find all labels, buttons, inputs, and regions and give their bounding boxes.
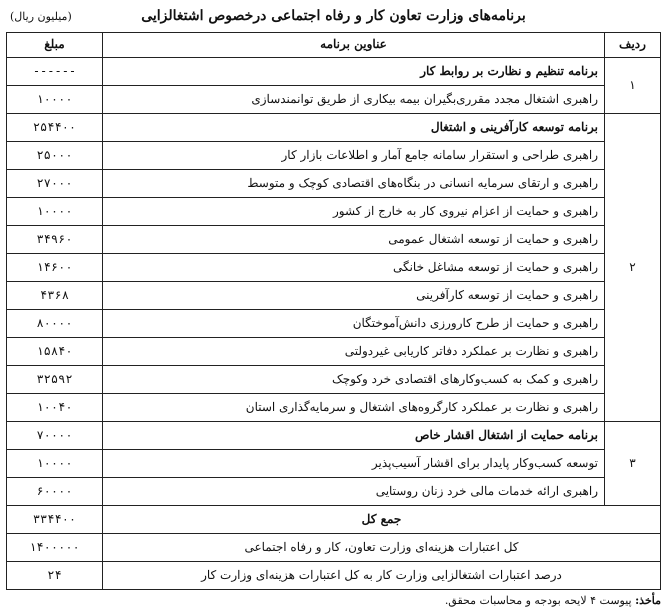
total-label: جمع کل	[103, 506, 661, 534]
summary-row	[7, 562, 661, 590]
program-group-title: برنامه تنظیم و نظارت بر روابط کار	[103, 58, 605, 86]
program-title: راهبری و حمایت از توسعه کارآفرینی	[103, 282, 605, 310]
table-row	[7, 58, 661, 86]
table-row	[7, 310, 661, 338]
program-group-amount: ------	[7, 58, 103, 86]
program-amount: ۱۴۶۰۰	[7, 254, 103, 282]
total-row	[7, 506, 661, 534]
program-title: راهبری اشتغال مجدد مقرری‌بگیران بیمه بیکاری از طریق توانمندسازی	[103, 86, 605, 114]
table-row	[7, 142, 661, 170]
table-header-row	[7, 33, 661, 58]
program-group-amount: ۷۰۰۰۰	[7, 422, 103, 450]
source-note	[6, 594, 661, 607]
header-amount: مبلغ	[7, 33, 103, 58]
program-title: راهبری و حمایت از طرح کارورزی دانش‌آموختگان	[103, 310, 605, 338]
source-text: پیوست ۴ لایحه بودجه و محاسبات محقق.	[444, 594, 632, 607]
table-row	[7, 198, 661, 226]
table-row	[7, 254, 661, 282]
row-number: ۲	[605, 114, 661, 422]
program-title: راهبری ارائه خدمات مالی خرد زنان روستایی	[103, 478, 605, 506]
header-program-title: عناوین برنامه	[103, 33, 605, 58]
program-amount: ۲۷۰۰۰	[7, 170, 103, 198]
page-title: برنامه‌های وزارت تعاون کار و رفاه اجتماعی درخصوص اشتغالزایی	[141, 8, 526, 24]
summary-title: کل اعتبارات هزینه‌ای وزارت تعاون، کار و رفاه اجتماعی	[103, 534, 661, 562]
table-row	[7, 226, 661, 254]
program-amount: ۱۰۰۴۰	[7, 394, 103, 422]
table-row	[7, 366, 661, 394]
total-amount: ۳۳۴۴۰۰	[7, 506, 103, 534]
program-title: راهبری و نظارت بر عملکرد دفاتر کاریابی غیردولتی	[103, 338, 605, 366]
program-amount: ۱۰۰۰۰	[7, 450, 103, 478]
summary-title: درصد اعتبارات اشتغالزایی وزارت کار به کل اعتبارات هزینه‌ای وزارت کار	[103, 562, 661, 590]
program-group-amount: ۲۵۴۴۰۰	[7, 114, 103, 142]
program-title: راهبری و ارتقای سرمایه انسانی در بنگاه‌های اقتصادی کوچک و متوسط	[103, 170, 605, 198]
program-amount: ۸۰۰۰۰	[7, 310, 103, 338]
program-title: راهبری و حمایت از توسعه مشاغل خانگی	[103, 254, 605, 282]
summary-amount: ۱۴۰۰۰۰۰	[7, 534, 103, 562]
program-group-title: برنامه توسعه کارآفرینی و اشتغال	[103, 114, 605, 142]
summary-amount: ۲۴	[7, 562, 103, 590]
table-row	[7, 86, 661, 114]
program-title: راهبری و نظارت بر عملکرد کارگروه‌های اشتغال و سرمایه‌گذاری استان	[103, 394, 605, 422]
program-group-title: برنامه حمایت از اشتغال اقشار خاص	[103, 422, 605, 450]
program-title: راهبری و حمایت از اعزام نیروی کار به خارج از کشور	[103, 198, 605, 226]
program-title: راهبری طراحی و استقرار سامانه جامع آمار و اطلاعات بازار کار	[103, 142, 605, 170]
program-amount: ۳۴۹۶۰	[7, 226, 103, 254]
row-number: ۳	[605, 422, 661, 506]
program-title: راهبری و حمایت از توسعه اشتغال عمومی	[103, 226, 605, 254]
source-label: مأخذ:	[635, 594, 661, 607]
program-amount: ۴۳۶۸	[7, 282, 103, 310]
program-amount: ۱۰۰۰۰	[7, 198, 103, 226]
table-row	[7, 478, 661, 506]
program-amount: ۱۵۸۴۰	[7, 338, 103, 366]
table-row	[7, 338, 661, 366]
program-amount: ۱۰۰۰۰	[7, 86, 103, 114]
program-amount: ۳۲۵۹۲	[7, 366, 103, 394]
table-row	[7, 170, 661, 198]
program-amount: ۲۵۰۰۰	[7, 142, 103, 170]
program-title: توسعه کسب‌وکار پایدار برای اقشار آسیب‌پذیر	[103, 450, 605, 478]
summary-row	[7, 534, 661, 562]
program-title: راهبری و کمک به کسب‌وکارهای اقتصادی خرد وکوچک	[103, 366, 605, 394]
table-row	[7, 422, 661, 450]
header	[6, 6, 661, 32]
programs-table	[6, 32, 661, 590]
header-row-number: ردیف	[605, 33, 661, 58]
table-row	[7, 114, 661, 142]
unit-label: (میلیون ریال)	[10, 10, 72, 23]
program-amount: ۶۰۰۰۰	[7, 478, 103, 506]
row-number: ۱	[605, 58, 661, 114]
table-row	[7, 282, 661, 310]
table-row	[7, 394, 661, 422]
table-row	[7, 450, 661, 478]
